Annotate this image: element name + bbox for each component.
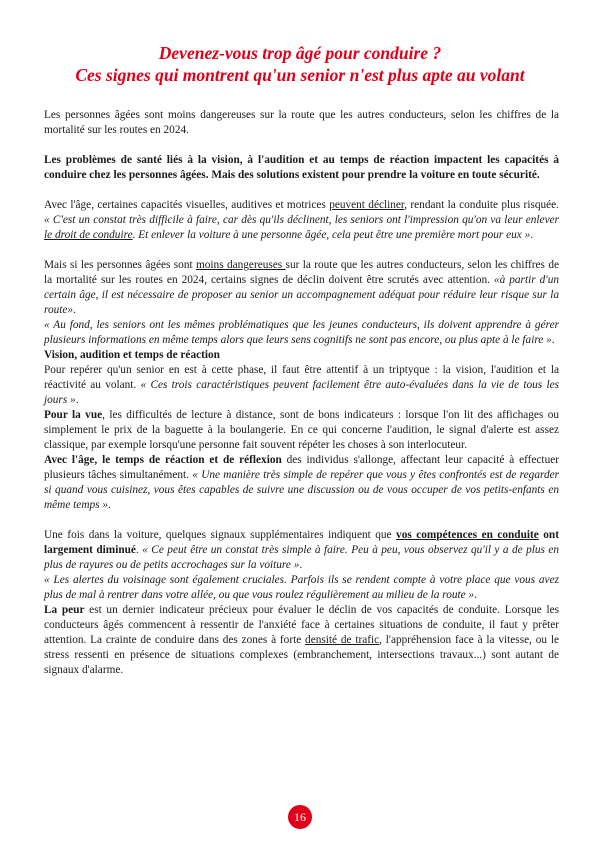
punctuation: . [474, 589, 477, 601]
paragraph-vue [44, 408, 559, 453]
punctuation: . [551, 334, 555, 346]
paragraph-quote-seniors [44, 318, 559, 348]
article-title [40, 42, 560, 86]
quote-text: « C'est un constat très difficile à faire, car dès qu'ils déclinent, les seniors ont l'impression qu'on va leur enlever [44, 214, 559, 226]
paragraph-fear [44, 603, 559, 678]
paragraph-capacities [44, 198, 559, 243]
link-droit-de-conduire[interactable]: le droit de conduire [44, 229, 133, 241]
heading-text: Vision, audition et temps de réaction [44, 349, 220, 361]
link-competences-conduite[interactable]: vos compétences en conduite [396, 529, 539, 541]
bold-lead: Avec l'âge, le temps de réaction et de réflexion [44, 454, 282, 466]
text: Avec l'âge, certaines capacités visuelles, auditives et motrices [44, 199, 330, 211]
quote: « Une manière très simple de repérer que vous y êtes confrontés est de regarder si quand vous cuisinez, vous êtes capables de suivre une discussion ou de vous occuper de vos petits-enfants en même temps » [44, 469, 560, 511]
lead-text: Les problèmes de santé liés à la vision, à l'audition et au temps de réaction impactent les capacités à conduire chez les personnes âgées. Mais des solutions existent pour prendre la voiture en toute sécurité. [44, 154, 559, 181]
text: , l'appréhension face à la vitesse, ou le stress ressenti en présence de situations complexes (embranchement, intersections travaux...) sont autant de signaux d'alarme. [44, 634, 559, 676]
link-peuvent-decliner[interactable]: peuvent décliner [329, 199, 405, 211]
text: , les difficultés de lecture à distance, sont de bons indicateurs : lorsque l'on lit des affichages ou simplement le prix de la baguette à la boulangerie. En ce qui concerne l'audition, le signal d'alerte est assez classique, par exemple lorsqu'une personne fait souvent répéter les choses à son interlocuteur. [44, 409, 560, 451]
quote: « Ce peut être un constat très simple à faire. Peu à peu, vous observez qu'il y a de plus en plus de rayures ou de petits accrochages sur la voiture » [44, 544, 560, 571]
paragraph-decline-signs [44, 258, 559, 318]
text: , rendant la conduite plus risquée. [404, 199, 560, 211]
text: sur la route que les autres conducteurs, selon les chiffres de la mortalité sur les routes en 2024, certains signes de déclin doivent être scrutés avec attention. [44, 259, 559, 286]
punctuation: . [108, 499, 111, 511]
text: Une fois dans la voiture, quelques signaux supplémentaires indiquent que [44, 529, 397, 541]
bold-text: ont largement diminué [44, 529, 559, 556]
title-line-1: Devenez-vous trop âgé pour conduire ? [158, 43, 442, 63]
punctuation: . [73, 304, 76, 316]
intro-paragraph: Les personnes âgées sont moins dangereuses sur la route que les autres conducteurs, selon les chiffres de la mortalité sur les routes en 2024. [44, 109, 559, 136]
paragraph-in-car [44, 528, 559, 573]
title-line-2: Ces signes qui montrent qu'un senior n'est plus apte au volant [75, 65, 525, 85]
bold-lead: Pour la vue [44, 409, 103, 421]
text: des individus s'allonge, affectant leur capacité à effectuer plusieurs tâches simultanément. [44, 454, 559, 481]
quote [44, 214, 559, 241]
text: Mais si les personnes âgées sont [44, 259, 196, 271]
lead-paragraph [44, 153, 559, 183]
quote: «à partir d'un certain âge, il est nécessaire de proposer au senior un accompagnement adéquat pour réduire leur risque sur la route» [44, 274, 559, 316]
paragraph-reaction [44, 453, 559, 513]
link-moins-dangereuses[interactable]: moins dangereuses [195, 259, 286, 271]
article-body [44, 108, 559, 678]
paragraph-quote-neighbours [44, 573, 559, 603]
bold-lead: La peur [44, 604, 85, 616]
punctuation: . [135, 544, 143, 556]
punctuation: . [530, 229, 534, 241]
page-number-badge: 16 [288, 805, 312, 829]
link-densite-trafic[interactable]: densité de trafic [305, 634, 380, 646]
quote: « Les alertes du voisinage sont également cruciales. Parfois ils se rendent compte à votre place que vous avez plus de mal à rentrer dans votre allée, ou que vous roulez régulièrement au milieu de la route » [44, 574, 559, 601]
text: Pour repérer qu'un senior en est à cette phase, il faut être attentif à un triptyque : la vision, l'audition et la réactivité au volant. [44, 364, 559, 391]
quote: « Au fond, les seniors ont les mêmes problématiques que les jeunes conducteurs, ils doivent apprendre à gérer plusieurs informations en même temps alors que leurs sens cognitifs ne sont pas encore, ou plus apte à le faire » [44, 319, 559, 346]
paragraph-triptyque [44, 363, 559, 408]
text: est un dernier indicateur précieux pour évaluer le déclin de vos capacités de conduite. Lorsque les conducteurs âgés commencent à ressentir de l'anxiété face à certaines situations de conduite, il faut y prêter attention. La crainte de conduire dans des zones à forte [44, 604, 559, 646]
punctuation: . [299, 559, 303, 571]
quote-text: . Et enlever la voiture à une personne âgée, cela peut être une première mort pour eux » [132, 229, 531, 241]
section-heading [44, 348, 559, 363]
quote: « Ces trois caractéristiques peuvent facilement être auto-évaluées dans la vie de tous les jours » [44, 379, 559, 406]
punctuation: . [75, 394, 79, 406]
